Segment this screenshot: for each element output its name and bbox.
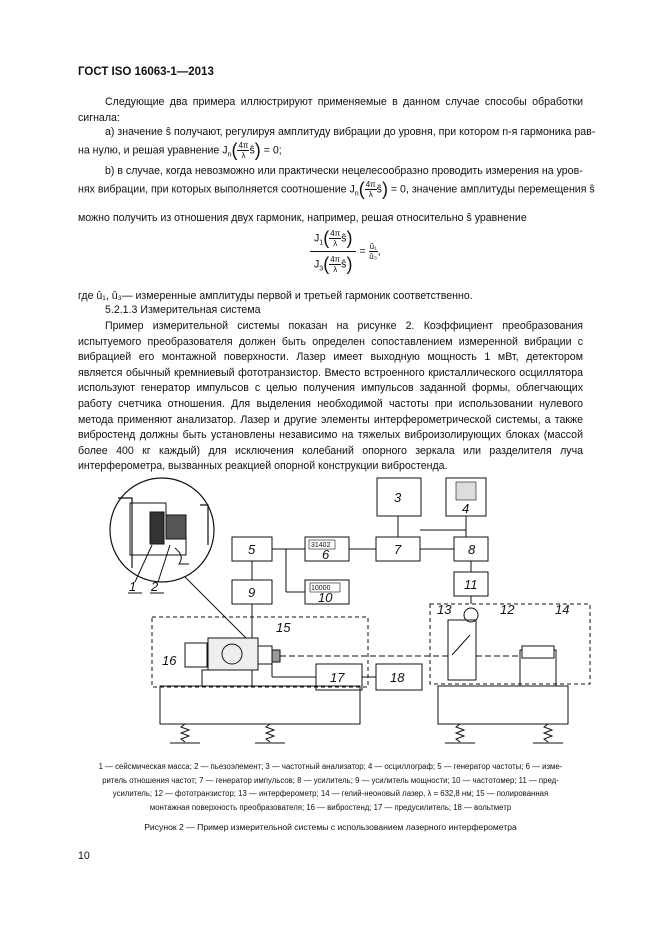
label-16: 16 [162,653,177,668]
block-17 [316,664,362,690]
block-9 [232,580,272,604]
label-8: 8 [468,542,476,557]
block-4 [446,478,486,516]
block-6 [305,537,349,561]
label-11: 11 [464,577,478,592]
seismic-mass [150,512,164,544]
label-10: 10 [318,590,333,605]
piezo-element [166,515,186,539]
block-7 [376,537,420,561]
label-14: 14 [555,602,570,617]
display-ratio: 31402 [311,542,331,549]
label-18: 18 [390,670,405,685]
figure-caption: Рисунок 2 — Пример измерительной системы с использованием лазерного интерферометра [144,822,517,832]
block-5 [232,537,272,561]
label-3: 3 [394,490,402,505]
block-3 [377,478,421,516]
detail-circle [110,478,214,582]
item-b-line2: нях вибрации, при которых выполняется соотношение $J_n$( $\frac{4\pi}{\lambda}$ ŝ) = 0, значение амплитуды перемещения ŝ [78,179,595,199]
label-17: 17 [330,670,345,685]
block-8 [454,537,488,561]
label-7: 7 [394,542,402,557]
item-a-line2: на нулю, и решая уравнение $J_n$( $\frac{4\pi}{\lambda}$ ŝ) = 0; [78,140,282,160]
label-1: 1 [129,579,137,594]
label-9: 9 [248,585,256,600]
interferometer-base [438,686,568,724]
display-frequency: 10000 [311,585,331,592]
where-line: где û₁, û₃— измеренные амплитуды первой и третьей гармоник соответственно. [78,290,473,302]
item-b-line3: можно получить из отношения двух гармоник, например, решая относительно ŝ уравнение [78,212,527,224]
block-10 [305,580,349,604]
label-4: 4 [462,501,470,516]
section-title: 5.2.1.3 Измерительная система [105,304,261,316]
label-15: 15 [276,620,291,635]
item-b-line1: b) в случае, когда невозможно или практически нецелесообразно проводить измерения на уров- [105,165,583,177]
paragraph-system: Пример измерительной системы показан на рисунке 2. Коэффициент преобразования испытуемого преобразователя должен быть определен сопоставлением измеренной вибрации с вибрацией его монтажной поверхности. Лазер имеет выходную мощность 1 мВт, детектором является обычный кремниевый фототранзистор. Вместо встроенного кристаллического осциллятора используют генератор импульсов с целью получения импульсов заданной формы, облегчающих работу счетчика отношения. Для выделения необходимой частоты при использовании нулевого метода применяют анализатор. Лазер и другие элементы интерферометрической системы, а также вибростенд должны быть установлены независимо на тяжелых виброизолирующих блоках (массой более 400 кг каждый) для исключения колебаний опорного зеркала или разделителя луча интерферометра, вызванных реакцией опорной конструкции вибростенда. [78,320,583,473]
label-5: 5 [248,542,256,557]
document-header: ГОСТ ISO 16063-1—2013 [78,66,214,78]
label-12: 12 [500,602,515,617]
figure-legend: 1 — сейсмическая масса; 2 — пьезоэлемент; 3 — частотный анализатор; 4 — осциллограф; 5 — генератор частоты; 6 — изме- ритель отношения частот; 7 — генератор импульсов; 8 — усилитель; 9 — усилитель мощности; 10 — частотомер; 11 — пред- усилитель; 12 — фототранзистор; 13 — интерферометр; 14 — гелий-неоновый лазер, λ = 632,8 нм; 15 — полированная монтажная поверхность преобразователя; 16 — вибростенд; 17 — предусилитель; 18 — вольтметр [98,762,563,812]
block-11 [454,572,488,596]
page-number: 10 [78,850,90,862]
item-a-line1: а) значение ŝ получают, регулируя амплитуду вибрации до уровня, при котором n-я гармоника рав- [105,126,596,138]
shaker-base [160,686,360,724]
block-18 [376,664,422,690]
paragraph-intro: Следующие два примера иллюстрируют применяемые в данном случае способы обработки сигнала: [78,96,583,124]
label-6: 6 [322,547,330,562]
label-2: 2 [151,579,159,594]
ratio-equation: $J_1$( $\frac{4\pi}{\lambda}$ ŝ) $J_3$( $\frac{4\pi}{\lambda}$ ŝ) = $\frac{\text{û₁}}{\text{û₃}}$ , [310,228,381,275]
label-13: 13 [437,602,452,617]
